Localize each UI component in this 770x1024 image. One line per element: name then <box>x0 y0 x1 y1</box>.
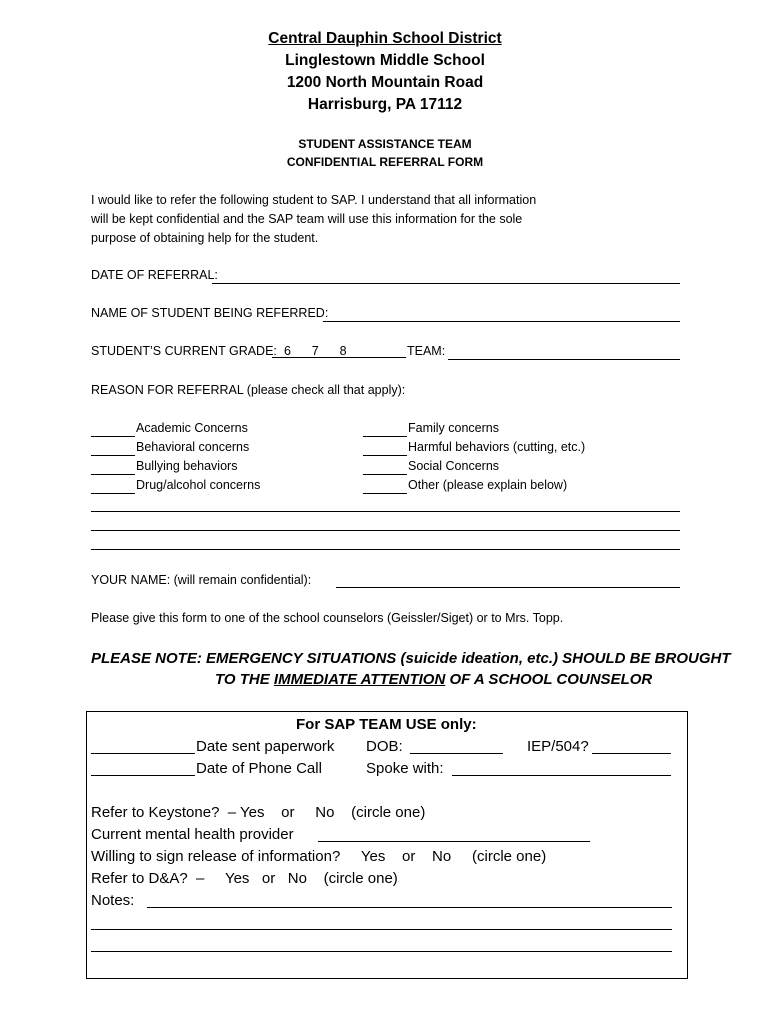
spoke-with-field[interactable] <box>452 775 671 776</box>
behavioral-check[interactable] <box>91 455 135 456</box>
grade-label: STUDENT’S CURRENT GRADE: <box>91 344 277 358</box>
sap-box-title: For SAP TEAM USE only: <box>296 716 477 733</box>
harmful-check[interactable] <box>363 455 407 456</box>
spoke-with-label: Spoke with: <box>366 760 444 777</box>
academic-check[interactable] <box>91 436 135 437</box>
date-phone-label: Date of Phone Call <box>196 760 322 777</box>
form-title: CONFIDENTIAL REFERRAL FORM <box>286 155 484 169</box>
date-phone-field[interactable] <box>91 775 195 776</box>
dob-label: DOB: <box>366 738 403 755</box>
reason-drug: Drug/alcohol concerns <box>136 478 261 492</box>
note-underlined: IMMEDIATE ATTENTION <box>273 671 446 688</box>
other-check[interactable] <box>363 493 407 494</box>
explain-line-2[interactable] <box>91 530 680 531</box>
district-name: Central Dauphin School District <box>268 30 502 47</box>
notes-line-3[interactable] <box>91 951 672 952</box>
team-label: TEAM: <box>407 344 446 358</box>
iep-field[interactable] <box>592 753 671 754</box>
reason-bullying: Bullying behaviors <box>136 459 238 473</box>
student-name-label: NAME OF STUDENT BEING REFERRED: <box>91 306 329 320</box>
intro-line-3: purpose of obtaining help for the student. <box>91 231 319 245</box>
emergency-note-line-1: PLEASE NOTE: EMERGENCY SITUATIONS (suicide ideation, etc.) SHOULD BE BROUGHT <box>91 650 731 667</box>
reason-other: Other (please explain below) <box>408 478 568 492</box>
reason-label: REASON FOR REFERRAL (please check all that apply): <box>91 383 406 397</box>
student-name-field[interactable] <box>323 321 680 322</box>
note-pre: TO THE <box>215 671 274 688</box>
your-name-label <box>91 573 311 587</box>
instructions: Please give this form to one of the school counselors (Geissler/Siget) or to Mrs. Topp. <box>91 611 564 625</box>
date-of-referral-field[interactable] <box>212 283 680 284</box>
school-address: 1200 North Mountain Road <box>286 74 484 91</box>
bullying-check[interactable] <box>91 474 135 475</box>
iep-label: IEP/504? <box>527 738 589 755</box>
reason-social: Social Concerns <box>408 459 500 473</box>
drug-check[interactable] <box>91 493 135 494</box>
grade-options[interactable]: 6 7 8 <box>272 344 406 358</box>
reason-family: Family concerns <box>408 421 499 435</box>
explain-line-1[interactable] <box>91 511 680 512</box>
emergency-note-line-2 <box>215 671 652 688</box>
your-name-field[interactable] <box>336 587 680 588</box>
school-name: Linglestown Middle School <box>285 52 485 69</box>
notes-line-2[interactable] <box>91 929 672 930</box>
keystone-question: Refer to Keystone? – Yes or No (circle one) <box>91 804 426 821</box>
reason-behavioral: Behavioral concerns <box>136 440 250 454</box>
family-check[interactable] <box>363 436 407 437</box>
date-sent-label: Date sent paperwork <box>196 738 335 755</box>
mental-health-field[interactable] <box>318 841 590 842</box>
mental-health-label: Current mental health provider <box>91 826 294 843</box>
date-of-referral-label: DATE OF REFERRAL: <box>91 268 218 282</box>
team-title: STUDENT ASSISTANCE TEAM <box>298 137 472 151</box>
team-field[interactable] <box>448 359 680 360</box>
intro-line-1: I would like to refer the following student to SAP. I understand that all information <box>91 193 537 207</box>
da-question: Refer to D&A? – Yes or No (circle one) <box>91 870 398 887</box>
note-post: OF A SCHOOL COUNSELOR <box>445 671 653 688</box>
release-question: Willing to sign release of information? Yes or No (circle one) <box>91 848 547 865</box>
reason-academic: Academic Concerns <box>136 421 248 435</box>
date-sent-field[interactable] <box>91 753 195 754</box>
social-check[interactable] <box>363 474 407 475</box>
dob-field[interactable] <box>410 753 503 754</box>
notes-line-1[interactable] <box>147 907 672 908</box>
notes-label: Notes: <box>91 892 135 909</box>
explain-line-3[interactable] <box>91 549 680 550</box>
school-city: Harrisburg, PA 17112 <box>307 96 463 113</box>
your-name-label-b: : (will remain confidential): <box>166 573 312 587</box>
intro-line-2: will be kept confidential and the SAP team will use this information for the sole <box>91 212 523 226</box>
reason-harmful: Harmful behaviors (cutting, etc.) <box>408 440 586 454</box>
your-name-label-a: YOUR NAME <box>91 573 167 587</box>
